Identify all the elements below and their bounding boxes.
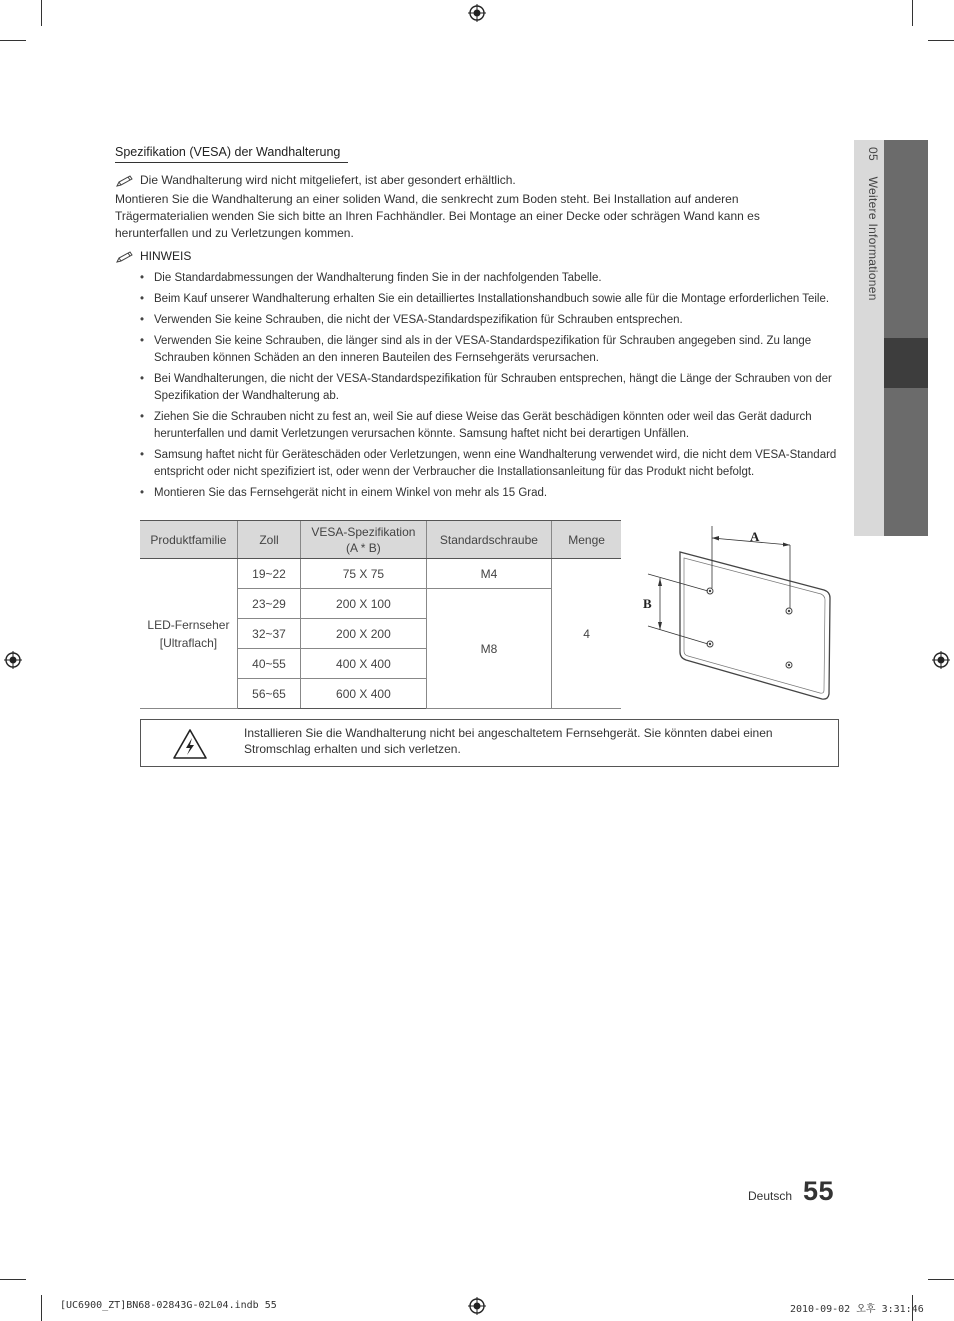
list-item: • Montieren Sie das Fernsehgerät nicht in einem Winkel von mehr als 15 Grad. (140, 485, 840, 502)
tv-back-panel (680, 552, 830, 699)
side-tab-chapter-marker (884, 338, 928, 388)
zoll-cell: 56~65 (237, 679, 300, 709)
page-number: 55 (803, 1176, 835, 1206)
print-imprint-date: 2010-09-02 오후 3:31:46 (790, 1304, 924, 1315)
note-pencil-icon (116, 175, 136, 187)
crop-mark (0, 1279, 26, 1280)
vesa-cell: 200 X 200 (301, 619, 427, 649)
quantity-cell: 4 (552, 559, 621, 709)
crop-mark (928, 40, 954, 41)
zoll-cell: 32~37 (237, 619, 300, 649)
screw-cell: M8 (426, 589, 552, 709)
list-item: • Verwenden Sie keine Schrauben, die nicht der VESA-Standardspezifikation für Schrauben entsprechen. (140, 312, 840, 329)
header-zoll: Zoll (237, 521, 300, 559)
warning-box (140, 719, 839, 767)
section-title: Spezifikation (VESA) der Wandhalterung (115, 145, 341, 159)
hinweis-pencil-icon (116, 251, 136, 263)
mounting-paragraph: Montieren Sie die Wandhalterung an einer soliden Wand, die senkrecht zum Boden steht. Bei Installation auf anderen Trägermaterialien wenden Sie sich bitte an Ihren Fachhändler. Bei Montage an einer Decke oder schrägen Wand kann es herunterfallen und zu Verletzungen kommen. (115, 192, 760, 240)
registration-mark-icon (4, 651, 22, 669)
header-standard-screw: Standardschraube (426, 521, 552, 559)
list-item: • Die Standardabmessungen der Wandhalterung finden Sie in der nachfolgenden Tabelle. (140, 270, 840, 287)
footer-language: Deutsch (748, 1189, 793, 1203)
header-vesa-spec-line2: (A * B) (346, 540, 381, 555)
warning-text: Installieren Sie die Wandhalterung nicht bei angeschaltetem Fernsehgerät. Sie könnten dabei einen Stromschlag erhalten und sich verletzen. (244, 726, 773, 756)
vesa-cell: 400 X 400 (301, 649, 427, 679)
zoll-cell: 40~55 (237, 649, 300, 679)
crop-mark (912, 0, 913, 26)
product-family-cell (140, 559, 237, 709)
electric-shock-warning-icon (172, 728, 208, 760)
tv-back-mounting-diagram (640, 522, 840, 707)
registration-mark-icon (932, 651, 950, 669)
zoll-cell: 23~29 (237, 589, 300, 619)
list-item: • Samsung haftet nicht für Geräteschäden oder Verletzungen, wenn eine Wandhalterung verwendet wird, die nicht dem VESA-Standard entspricht oder nicht spezifiziert ist, oder wenn der Verbraucher die Installationsanleitung für das Produkt nicht befolgt. (140, 447, 840, 481)
header-vesa-spec (301, 521, 427, 559)
vesa-cell: 75 X 75 (301, 559, 427, 589)
section-title-underline (115, 162, 348, 163)
crop-mark (41, 1295, 42, 1321)
list-item: • Ziehen Sie die Schrauben nicht zu fest an, weil Sie auf diese Weise das Gerät beschädigen könnten oder weil das Gerät dadurch herunterfallen und damit Verletzungen verursachen könnte. Samsung haftet nicht bei derartigen Unfällen. (140, 409, 840, 443)
header-quantity: Menge (552, 521, 621, 559)
product-family-line1: LED-Fernseher (147, 617, 230, 632)
registration-mark-icon (468, 1297, 486, 1315)
table-header-row (140, 521, 621, 559)
note (116, 172, 516, 188)
zoll-cell: 19~22 (237, 559, 300, 589)
crop-mark (0, 40, 26, 41)
header-vesa-spec-line1: VESA-Spezifikation (311, 524, 416, 539)
hinweis-bullet-list (140, 270, 840, 506)
screw-hole-icon (786, 662, 792, 668)
side-tab-title: Weitere Informationen (866, 176, 880, 301)
hinweis-label: HINWEIS (140, 249, 192, 263)
vesa-cell: 200 X 100 (301, 589, 427, 619)
list-item: • Verwenden Sie keine Schrauben, die länger sind als in der VESA-Standardspezifikation für Schrauben angegeben sind. Zu lange Schrauben können Schäden an den inneren Bauteilen des Fernsehgeräts verursachen. (140, 333, 840, 367)
registration-mark-icon (468, 4, 486, 22)
hinweis-heading (116, 248, 191, 264)
note-text: Die Wandhalterung wird nicht mitgeliefert, ist aber gesondert erhältlich. (140, 173, 516, 187)
vesa-cell: 600 X 400 (301, 679, 427, 709)
print-imprint-file: [UC6900_ZT]BN68-02843G-02L04.indb 55 (60, 1300, 277, 1311)
screw-cell: M4 (426, 559, 552, 589)
product-family-line2: [Ultraflach] (159, 635, 218, 650)
crop-mark (41, 0, 42, 26)
vesa-spec-table (140, 520, 621, 709)
side-tab-label (860, 147, 880, 301)
screw-hole-icon (786, 608, 792, 614)
crop-mark (928, 1279, 954, 1280)
dimension-label-a: A (750, 529, 760, 544)
list-item: • Beim Kauf unserer Wandhalterung erhalten Sie ein detailliertes Installationshandbuch sowie alle für die Montage erforderlichen Teile. (140, 291, 840, 308)
header-product-family: Produktfamilie (140, 521, 237, 559)
table-row (140, 559, 621, 589)
list-item: • Bei Wandhalterungen, die nicht der VESA-Standardspezifikation für Schrauben entsprechen, hängt die Länge der Schrauben von der Spezifikation der Wandhalterung ab. (140, 371, 840, 405)
side-tab-chapter: 05 (866, 147, 880, 161)
dimension-label-b: B (643, 596, 652, 611)
